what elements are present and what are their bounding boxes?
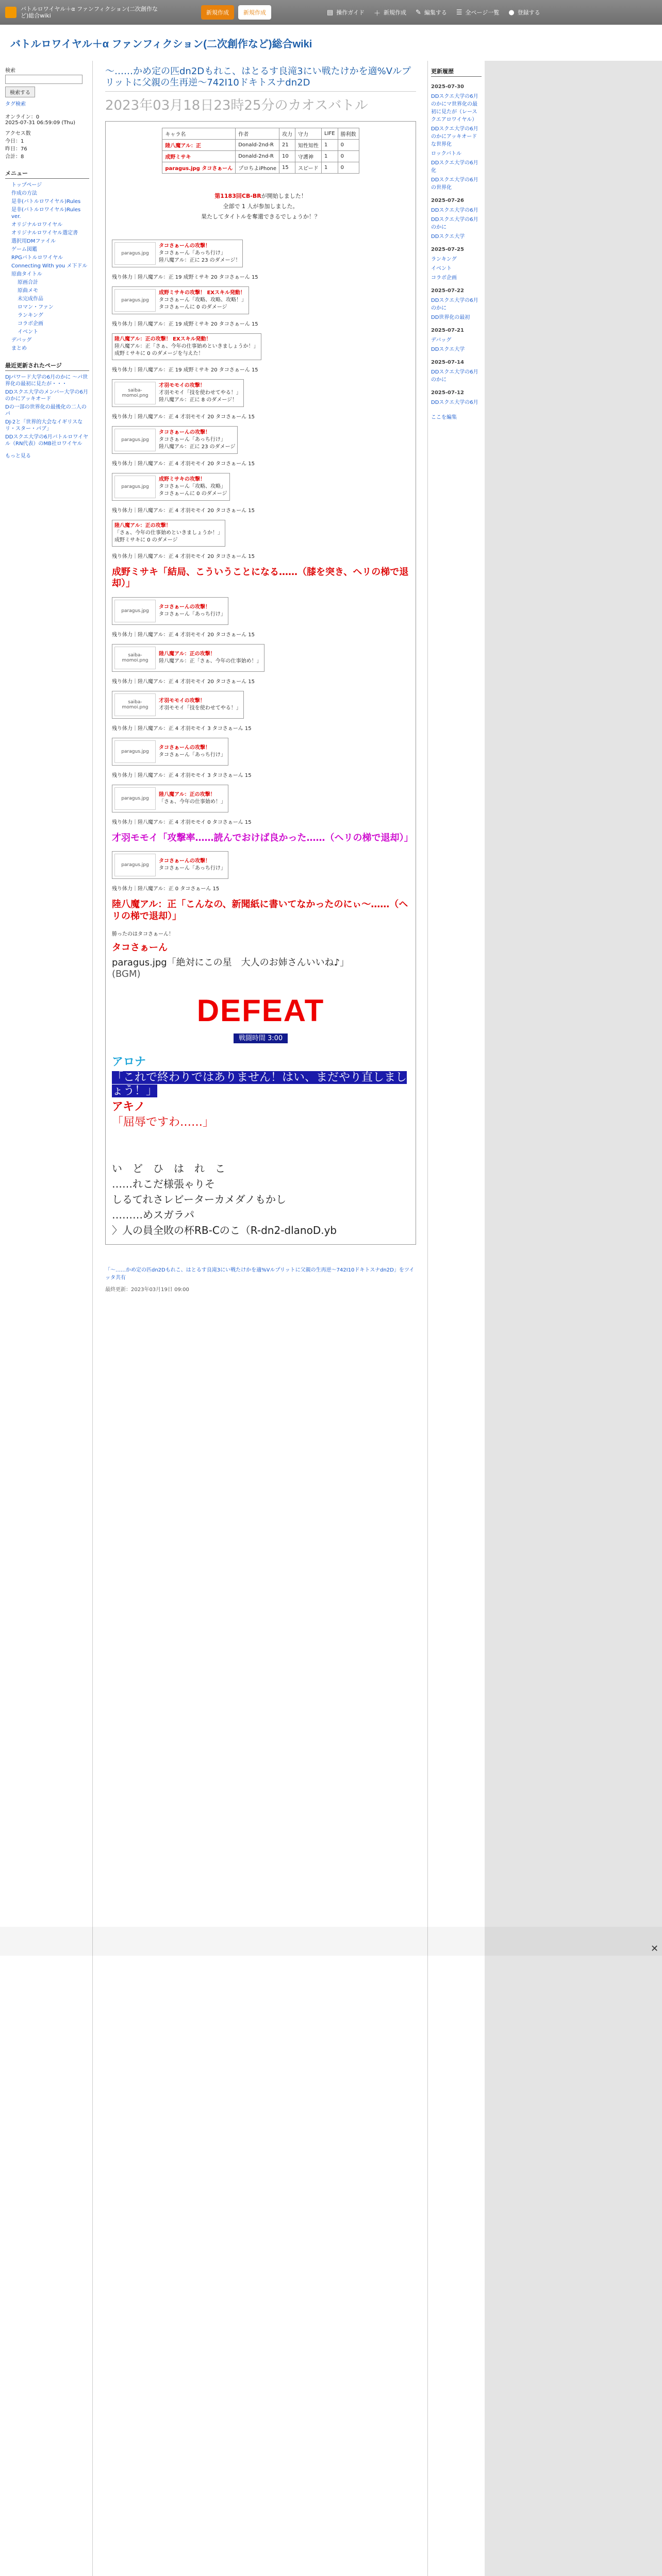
online-count: オンライン：0: [5, 114, 40, 120]
recent-list: [5, 374, 89, 447]
misaki-retreat-line: 成野ミサキ「結局、こういうことになる……（膝を突き、ヘリの梯で退却）」: [112, 566, 409, 589]
bgm-label: (BGM): [112, 969, 141, 980]
remaining-hp: 残り体力｜陸八魔アル：正 4 才羽モモイ 0 タコさぁーん 15: [112, 819, 252, 825]
recent-item[interactable]: DDスクエ大学のメンバー大学の6月のかにアッキオード: [5, 389, 88, 402]
turn-line: 成野ミサキに 0 のダメージを与えた！: [114, 350, 204, 357]
history-item[interactable]: イベント: [431, 266, 452, 272]
history-date: 2025-07-25: [431, 247, 464, 252]
user-icon: ●: [508, 8, 515, 16]
history-list: [431, 92, 482, 191]
turn-block: [112, 426, 409, 467]
current-time: 2025-07-31 06:59:09 (Thu): [5, 120, 75, 126]
nav-new[interactable]: ＋ 新規作成: [374, 8, 406, 18]
menu-item[interactable]: 是非(バトルロワイヤル)Rules ver.: [11, 207, 81, 219]
turn-box: [112, 333, 261, 360]
arona-line: 「これで終わりではありません！はい、まだやり直しましょう！」: [112, 1071, 407, 1098]
winner-name: タコさぁーん: [112, 942, 168, 954]
winner-line: paragus.jpg「絶対にこの星 大人のお姉さんいいね♪」: [112, 957, 350, 968]
turn-line: 才羽モモイ「技を使わせてやる！」: [159, 389, 241, 396]
page-title: ～……かめ定の匹dn2Dもれこ、はとるす良滝3にい戦たけかを適%Vルプリットに父親の生再逆～742I10ドキトスナdn2D: [105, 66, 416, 92]
menu-item[interactable]: ランキング: [18, 313, 43, 318]
site-logo[interactable]: [0, 6, 201, 19]
search-label: 検索: [5, 68, 15, 74]
battle-intro: 第1183回CB-BRが開始しました！ 全部で 1 人が参加しました。 果たしてタイトルを奪還できるでしょうか！？: [201, 193, 320, 220]
turn-box: [112, 691, 244, 719]
history-title: 更新履歴: [431, 66, 482, 77]
turn-line: タコさぁーんの攻撃！: [159, 243, 210, 249]
remaining-hp: 残り体力｜陸八魔アル：正 4 才羽モモイ 20 タコさぁーん 15: [112, 414, 255, 420]
turn-text: [159, 698, 241, 712]
more-link[interactable]: もっと見る: [5, 453, 31, 459]
menu-item[interactable]: トップページ: [11, 182, 42, 188]
last-updated: 最終更新：2023年03月19日 09:00: [105, 1286, 189, 1293]
turn-line: タコさぁーん「あっち行け」: [159, 250, 226, 256]
access-stats: アクセス数 今日：1 昨日：76 合計：8: [5, 131, 31, 160]
turn-box: [112, 738, 228, 766]
turn-text: [114, 336, 259, 358]
recent-item[interactable]: DDスクエ大学の6月バトルロワイヤル（RN代表）のMB社ロワイヤル: [5, 434, 89, 447]
turn-line: 陸八魔アル：正の攻撃！: [159, 651, 216, 657]
history-date: 2025-07-12: [431, 390, 464, 396]
turn-line: 陸八魔アル：正に 23 のダメージ: [159, 444, 236, 450]
turn-line: 成野ミサキの攻撃！: [159, 476, 205, 482]
remaining-hp: 残り体力｜陸八魔アル：正 4 才羽モモイ 3 タコさぁーん 15: [112, 772, 252, 778]
turn-line: タコさぁーん「あっち行け」: [159, 752, 226, 758]
akino-name: アキノ: [112, 1100, 145, 1113]
nav-guide[interactable]: ▤ 操作ガイド: [327, 8, 365, 16]
turn-text: [159, 290, 246, 311]
book-icon: ▤: [327, 8, 334, 16]
main-content: [93, 61, 428, 2576]
turn-line: 成野ミサキに 0 のダメージ: [114, 537, 178, 543]
recent-item[interactable]: DJ-2と「世界的大会なイギリスなリ・スター・パブ」: [5, 419, 83, 432]
history-list: [431, 206, 482, 240]
history-item[interactable]: ロックバトル: [431, 151, 461, 157]
history-item[interactable]: コラボ企画: [431, 275, 457, 281]
turn-box: [112, 473, 230, 501]
character-image: paragus.jpg: [114, 740, 156, 763]
history-item[interactable]: DD世界化の最初: [431, 315, 470, 320]
battle-log: [105, 121, 416, 1244]
history-date: 2025-07-30: [431, 84, 464, 90]
history-date: 2025-07-14: [431, 360, 464, 365]
tag-search-link[interactable]: タグ検索: [5, 101, 26, 107]
history-item[interactable]: DDスクエ大学の6月: [431, 400, 478, 405]
history-item[interactable]: DDスクエ大学の6月化: [431, 160, 478, 174]
remaining-hp: 残り体力｜陸八魔アル：正 19 成野ミサキ 20 タコさぁーん 15: [112, 367, 258, 373]
menu-item[interactable]: 未完成作品: [18, 296, 43, 302]
remaining-hp: 残り体力｜陸八魔アル：正 19 成野ミサキ 20 タコさぁーん 15: [112, 321, 258, 327]
history-list: [431, 335, 482, 352]
turn-line: タコさぁーんの攻撃！: [159, 604, 210, 610]
remaining-hp: 残り体力｜陸八魔アル：正 19 成野ミサキ 20 タコさぁーん 15: [112, 274, 258, 280]
battle-time: 戦闘時間 3:00: [112, 1032, 409, 1042]
history-item[interactable]: デバッグ: [431, 337, 452, 343]
recent-title: 最近更新されたページ: [5, 360, 89, 371]
remaining-hp: 残り体力｜陸八魔アル：正 0 タコさぁーん 15: [112, 886, 220, 892]
credits: い ど ひ は れ こ ……れこだ様張ゃりそ しるてれさレビーターカメダノもかし ………めスガラパ 〉人の員全敗の杯RB-Cのこ（R-dn2-dlanoD.yb: [112, 1162, 337, 1236]
character-image: saiba-momoi.png: [114, 693, 156, 716]
turn-box: [112, 240, 243, 267]
search-input[interactable]: [5, 75, 82, 84]
edit-link[interactable]: ここを編集: [431, 415, 457, 420]
turn-text: [114, 522, 223, 544]
turn-block: [112, 520, 409, 560]
site-header: [0, 0, 662, 25]
turn-box: [112, 379, 244, 407]
menu-item[interactable]: イベント: [18, 329, 38, 335]
turn-line: タコさぁーん「あっち行け」: [159, 611, 226, 617]
turn-block: [112, 240, 409, 280]
defeat-banner: DEFEAT: [196, 993, 325, 1028]
turn-line: タコさぁーんに 0 のダメージ: [159, 304, 227, 310]
page-subtitle: 2023年03月18日23時25分のカオスバトル: [105, 98, 368, 114]
turn-line: 陸八魔アル：正の攻撃！: [114, 522, 171, 529]
turn-text: [159, 791, 226, 806]
table-row: 成野ミサキ Donald-2nd-R 10 守護神 1 0: [162, 151, 359, 162]
history-item[interactable]: DDスクエ大学の6月の世界化: [431, 177, 478, 191]
menu-item[interactable]: RPGバトルロワイヤル: [11, 255, 63, 261]
history-groups: [431, 84, 482, 405]
remaining-hp: 残り体力｜陸八魔アル：正 4 才羽モモイ 20 タコさぁーん 15: [112, 507, 255, 514]
akino-line: 「屈辱ですわ……」: [112, 1116, 214, 1129]
history-item[interactable]: DDスクエ大学の6月のかに: [431, 217, 478, 230]
turn-block: [112, 597, 409, 638]
menu-item[interactable]: Connecting With you メ下ドル: [11, 263, 88, 269]
turn-block: [112, 473, 409, 514]
turn-list: [112, 240, 409, 560]
menu-item[interactable]: 原画合計: [18, 280, 38, 285]
turn-box: [112, 785, 228, 812]
turn-line: 「さぁ、今年の仕事始め！」: [159, 799, 226, 805]
turn-line: タコさぁーんの攻撃！: [159, 858, 210, 865]
turn-line: 成野ミサキの攻撃！ EXスキル発動！: [159, 290, 245, 296]
turn-block: [112, 644, 409, 685]
character-image: paragus.jpg: [114, 854, 156, 876]
turn-line: 才羽モモイの攻撃！: [159, 382, 205, 388]
history-item[interactable]: ランキング: [431, 257, 457, 262]
menu-item[interactable]: まとめ: [11, 346, 27, 351]
left-sidebar: [0, 61, 93, 2576]
history-list: [431, 367, 482, 383]
character-image: paragus.jpg: [114, 600, 156, 622]
turn-text: [159, 604, 226, 618]
nav-register[interactable]: ● 登録する: [508, 8, 540, 16]
history-list: [431, 255, 482, 281]
recent-item[interactable]: Dの一部の世界化の最後化の二人のパ: [5, 404, 87, 417]
menu-item[interactable]: オリジナルロワイヤル選定書: [11, 230, 78, 236]
login-button[interactable]: 新規作成: [238, 5, 271, 20]
table-row: 陸八魔アル：正 Donald-2nd-R 21 知性知性 1 0: [162, 140, 359, 151]
remaining-hp: 残り体力｜陸八魔アル：正 4 才羽モモイ 20 タコさぁーん 15: [112, 553, 255, 560]
pencil-icon: ✎: [415, 8, 421, 16]
turn-line: 陸八魔アル：正「さぁ、今年の仕事始め！」: [159, 658, 262, 664]
turn-line: 陸八魔アル：正に 23 のダメージ！: [159, 257, 241, 263]
turn-block: [112, 785, 409, 825]
share-link[interactable]: 「～……かめ定の匹dn2Dもれこ、はとるす良滝3にい戦たけかを適%Vルプリットに父親の生再逆～742I10ドキトスナdn2D」をツイッタ共有: [105, 1267, 415, 1281]
menu-item[interactable]: ゲーム図鑑: [11, 247, 37, 252]
menu-item[interactable]: コラボ企画: [18, 321, 43, 327]
history-item[interactable]: DDスクエ大学: [431, 234, 465, 240]
turn-box: [112, 644, 264, 672]
turn-box: [112, 851, 228, 879]
history-date: 2025-07-21: [431, 328, 464, 333]
remaining-hp: 残り体力｜陸八魔アル：正 4 才羽モモイ 3 タコさぁーん 15: [112, 725, 252, 732]
menu-item[interactable]: 作成の方法: [11, 191, 37, 196]
turn-line: 陸八魔アル：正に 8 のダメージ！: [159, 397, 238, 403]
turn-box: [112, 426, 238, 454]
overlay-band: [0, 1927, 662, 1956]
turn-block: [112, 738, 409, 778]
history-item[interactable]: DDスクエ大学の6月のかにマ世界化の最初に見たが（レースクエアロワイヤル）: [431, 94, 478, 123]
turn-block: [112, 691, 409, 732]
menu-item[interactable]: デバッグ: [11, 337, 32, 343]
history-item[interactable]: DDスクエ大学の6月のかにアッキオードな世界化: [431, 126, 478, 147]
menu-item[interactable]: 是非(バトルロワイヤル)Rules: [11, 199, 81, 205]
right-sidebar: [428, 61, 485, 2576]
turn-line: 陸八魔アル：正の攻撃！ EXスキル発動！: [114, 336, 211, 342]
character-image: paragus.jpg: [114, 787, 156, 810]
aru-retreat-line: 陸八魔アル：正「こんなの、新聞紙に書いてなかったのにぃ～……（ヘリの梯で退却）」: [112, 899, 408, 922]
history-date: 2025-07-26: [431, 198, 464, 204]
menu-item[interactable]: ロマン・ファン: [18, 304, 54, 310]
history-item[interactable]: DDスクエ大学の6月: [431, 208, 478, 213]
table-row: paragus.jpg タコさぁーん プロちよiPhone 15 スピード 1 0: [162, 162, 359, 174]
turn-line: 陸八魔アル：正の攻撃！: [159, 791, 216, 798]
history-item[interactable]: DDスクエ大学の6月のかに: [431, 298, 478, 311]
character-image: paragus.jpg: [114, 242, 156, 265]
turn-line: タコさぁーんの攻撃！: [159, 429, 210, 435]
history-item[interactable]: DDスクエ大学: [431, 347, 465, 352]
turn-text: [159, 243, 240, 264]
turn-text: [159, 476, 227, 498]
turn-text: [159, 651, 262, 665]
character-image: paragus.jpg: [114, 289, 156, 312]
turn-list-3: [112, 851, 409, 892]
menu-item[interactable]: オリジナルロワイヤル: [11, 222, 63, 228]
turn-box: [112, 597, 228, 625]
remaining-hp: 残り体力｜陸八魔アル：正 4 才羽モモイ 20 タコさぁーん 15: [112, 632, 255, 638]
turn-box: [112, 286, 249, 314]
menu-item[interactable]: 選択用DMファイル: [11, 239, 56, 244]
turn-text: [159, 429, 235, 451]
remaining-hp: 残り体力｜陸八魔アル：正 4 才羽モモイ 20 タコさぁーん 15: [112, 679, 255, 685]
recent-item[interactable]: DJパワード大学の6月のかに ～パ世界化の最初に見たが・・・: [5, 375, 88, 387]
turn-line: 才羽モモイ「技を使わせてやる！」: [159, 705, 241, 711]
table-header-row: キャラ名 作者 攻力 守力 LIFE 勝利数: [162, 128, 359, 140]
character-image: saiba-momoi.png: [114, 647, 156, 669]
search-button[interactable]: 検索する: [5, 87, 35, 97]
remaining-hp: 残り体力｜陸八魔アル：正 4 才羽モモイ 20 タコさぁーん 15: [112, 461, 255, 467]
nav-all-pages[interactable]: ☰ 全ページ一覧: [456, 8, 500, 16]
nav-edit[interactable]: ✎ 編集する: [415, 8, 447, 16]
menu-item[interactable]: 原曲メモ: [18, 288, 38, 294]
atwiki-logo-icon: [5, 7, 16, 18]
winner-text: 勝ったのはタコさぁーん！: [112, 931, 174, 938]
history-date: 2025-07-22: [431, 288, 464, 294]
menu-item[interactable]: 原曲タイトル: [11, 272, 42, 277]
turn-line: タコさぁーんに 0 のダメージ: [159, 490, 227, 497]
turn-text: [159, 858, 226, 872]
turn-line: タコさぁーんの攻撃！: [159, 744, 210, 751]
turn-line: 才羽モモイの攻撃！: [159, 698, 205, 704]
turn-line: タコさぁーん「あっち行け」: [159, 866, 226, 872]
turn-line: タコさぁーん「攻略、攻略、攻略！」: [159, 297, 246, 303]
turn-block: [112, 333, 409, 373]
turn-box: [112, 520, 225, 547]
arona-name: アロナ: [112, 1055, 146, 1069]
site-name: バトルロワイヤル＋α ファンフィクション(二次創作など)総合wiki: [21, 5, 158, 19]
turn-block: [112, 379, 409, 420]
menu-title: メニュー: [5, 168, 89, 179]
turn-list-2: [112, 597, 409, 825]
character-image: saiba-momoi.png: [114, 382, 156, 404]
plus-icon: ＋: [373, 9, 380, 18]
menu-list: [5, 182, 89, 352]
turn-text: [159, 744, 226, 759]
turn-block: [112, 851, 409, 892]
momoi-retreat-line: 才羽モモイ「攻撃率……読んでおけば良かった……（ヘリの梯で退却）」: [112, 832, 413, 843]
turn-line: タコさぁーん「あっち行け」: [159, 436, 226, 443]
character-image: paragus.jpg: [114, 476, 156, 498]
turn-line: 「さぁ、今年の仕事始めといきましょうか！」: [114, 530, 223, 536]
history-item[interactable]: DDスクエ大学の6月のかに: [431, 369, 478, 383]
turn-text: [159, 382, 241, 404]
wiki-title[interactable]: バトルロワイヤル＋α ファンフィクション(二次創作など)総合wiki: [0, 25, 662, 61]
character-image: paragus.jpg: [114, 429, 156, 451]
close-icon[interactable]: ✕: [651, 1943, 659, 1954]
turn-block: [112, 286, 409, 327]
list-icon: ☰: [456, 8, 462, 16]
history-list: [431, 398, 482, 405]
new-page-button[interactable]: 新規作成: [201, 5, 234, 20]
history-list: [431, 296, 482, 320]
turn-line: 陸八魔アル：正「さぁ、今年の仕事始めといきましょうか！」: [114, 343, 259, 349]
turn-line: タコさぁーん「攻略、攻略」: [159, 483, 226, 489]
character-table: [162, 128, 359, 174]
